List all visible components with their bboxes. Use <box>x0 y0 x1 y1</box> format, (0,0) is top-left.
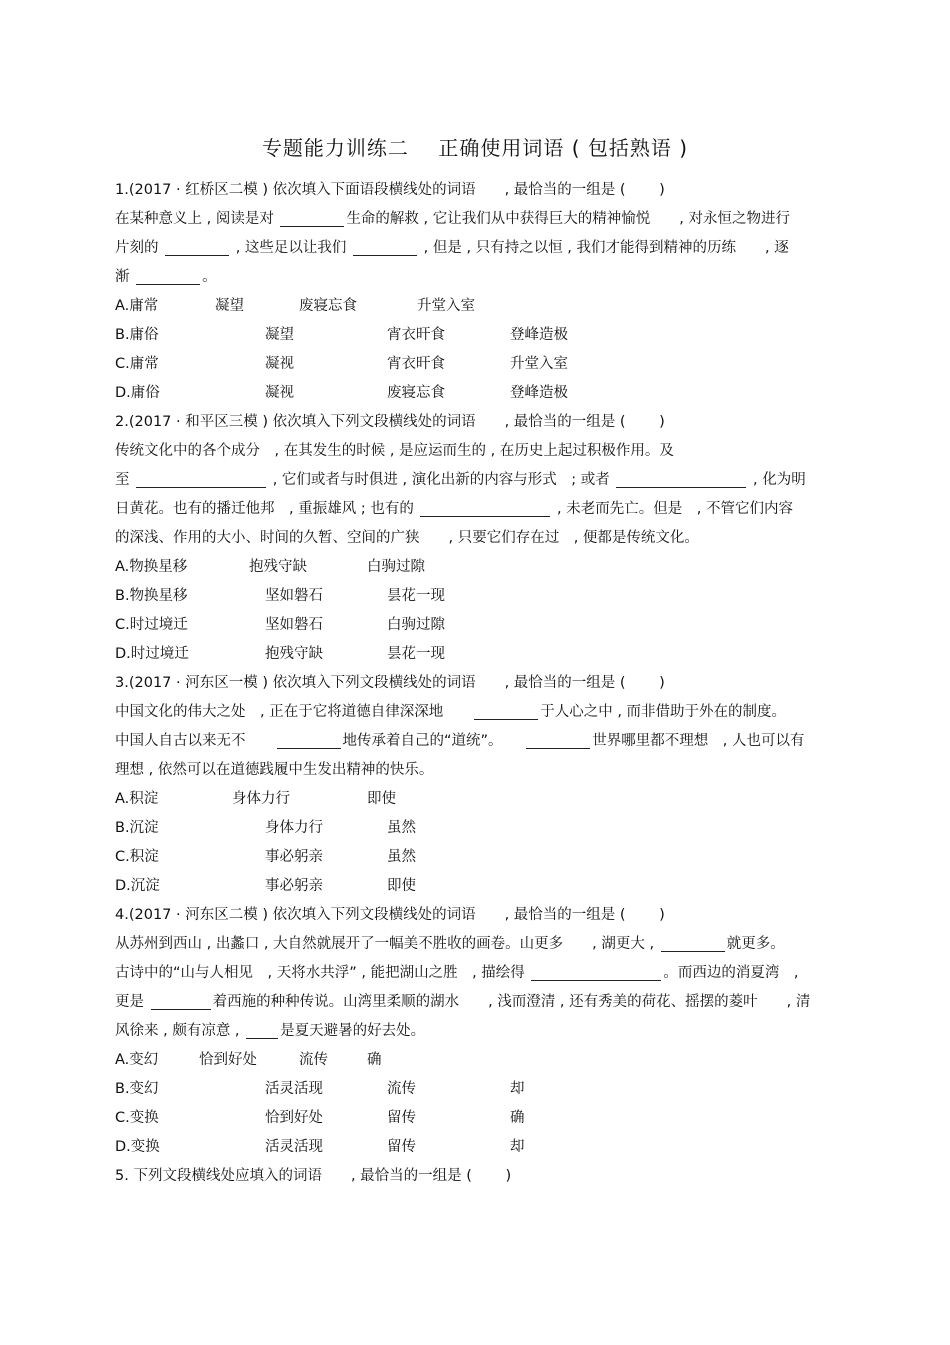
option-d: D.沉淀 事必躬亲 即使 <box>115 878 416 894</box>
question-5-stem: 5. 下列文段横线处应填入的词语 , 最恰当的一组是 ( ) <box>115 1168 512 1184</box>
question-1-passage-line: 片刻的 , 这些足以让我们 , 但是 , 只有持之以恒 , 我们才能得到精神的历练 , 逐 <box>115 240 789 256</box>
option-b: B.庸俗 凝望 宵衣旰食 登峰造极 <box>115 327 568 343</box>
question-4-passage-line: 从苏州到西山 , 出蠡口 , 大自然就展开了一幅美不胜收的画卷。山更多 , 湖更大 , 就更多。 <box>115 936 785 952</box>
option-d: D.变换 活灵活现 留传 却 <box>115 1139 525 1155</box>
answer-blank <box>616 471 746 488</box>
question-1-passage-line: 在某种意义上 , 阅读是对 生命的解救 , 它让我们从中获得巨大的精神愉悦 , 对永恒之物进行 <box>115 211 790 227</box>
answer-blank <box>661 935 725 952</box>
answer-blank <box>420 500 550 517</box>
option-a: A.积淀 身体力行 即使 <box>115 791 396 807</box>
option-d: D.庸俗 凝视 废寝忘食 登峰造极 <box>115 385 568 401</box>
question-3-passage-line: 中国文化的伟大之处 , 正在于它将道德自律深深地 于人心之中 , 而非借助于外在的制度。 <box>115 704 787 720</box>
question-4-stem: 4.(2017 · 河东区二模 ) 依次填入下列文段横线处的词语 , 最恰当的一组是 ( ) <box>115 907 665 923</box>
question-2-passage-line: 至 , 它们或者与时俱进 , 演化出新的内容与形式 ; 或者 , 化为明 <box>115 472 806 488</box>
option-c: C.时过境迁 坚如磐石 白驹过隙 <box>115 617 445 633</box>
answer-blank <box>526 732 590 749</box>
option-b: B.沉淀 身体力行 虽然 <box>115 820 416 836</box>
option-a: A.变幻 恰到好处 流传 确 <box>115 1052 382 1068</box>
question-1-stem: 1.(2017 · 红桥区二模 ) 依次填入下面语段横线处的词语 , 最恰当的一组是 ( ) <box>115 182 665 198</box>
question-3-stem: 3.(2017 · 河东区一模 ) 依次填入下列文段横线处的词语 , 最恰当的一组是 ( ) <box>115 675 665 691</box>
question-3-passage-line: 理想 , 依然可以在道德践履中生发出精神的快乐。 <box>115 762 434 778</box>
question-list <box>115 176 835 1191</box>
option-c: C.积淀 事必躬亲 虽然 <box>115 849 416 865</box>
answer-blank <box>246 1022 278 1039</box>
option-b: B.物换星移 坚如磐石 昙花一现 <box>115 588 445 604</box>
question-3-passage-line: 中国人自古以来无不 地传承着自己的“道统”。 世界哪里都不理想 , 人也可以有 <box>115 733 805 749</box>
question-4-passage-line: 古诗中的“山与人相见 , 天将水共浮” , 能把湖山之胜 , 描绘得 。而西边的消夏湾 , <box>115 965 799 981</box>
option-b: B.变幻 活灵活现 流传 却 <box>115 1081 525 1097</box>
question-1-passage-line: 渐 。 <box>115 269 217 285</box>
question-2-passage-line: 的深浅、作用的大小、时间的久暂、空间的广狭 , 只要它们存在过 , 便都是传统文化。 <box>115 530 699 546</box>
answer-blank <box>277 732 341 749</box>
question-2-passage-line: 日黄花。也有的播迁他邦 , 重振雄风 ; 也有的 , 未老而先亡。但是 , 不管它们内容 <box>115 501 793 517</box>
answer-blank <box>136 268 200 285</box>
option-a: A.物换星移 抱残守缺 白驹过隙 <box>115 559 425 575</box>
question-4-passage-line: 风徐来 , 颇有凉意 , 是夏天避暑的好去处。 <box>115 1023 426 1039</box>
option-c: C.庸常 凝视 宵衣旰食 升堂入室 <box>115 356 568 372</box>
answer-blank <box>136 471 266 488</box>
answer-blank <box>353 239 417 256</box>
answer-blank <box>531 964 661 981</box>
question-4-passage-line: 更是 着西施的种种传说。山湾里柔顺的湖水 , 浅而澄清 , 还有秀美的荷花、摇摆的菱叶 , 清 <box>115 994 811 1010</box>
question-2-stem: 2.(2017 · 和平区三模 ) 依次填入下列文段横线处的词语 , 最恰当的一组是 ( ) <box>115 414 665 430</box>
answer-blank <box>280 210 344 227</box>
option-d: D.时过境迁 抱残守缺 昙花一现 <box>115 646 445 662</box>
page-title: 专题能力训练二 正确使用词语 ( 包括熟语 ) <box>261 136 689 160</box>
option-a: A.庸常 凝望 废寝忘食 升堂入室 <box>115 298 475 314</box>
answer-blank <box>474 703 538 720</box>
option-c: C.变换 恰到好处 留传 确 <box>115 1110 525 1126</box>
question-2-passage-line: 传统文化中的各个成分 , 在其发生的时候 , 是应运而生的 , 在历史上起过积极作用。及 <box>115 443 674 459</box>
answer-blank <box>151 993 211 1010</box>
answer-blank <box>165 239 229 256</box>
